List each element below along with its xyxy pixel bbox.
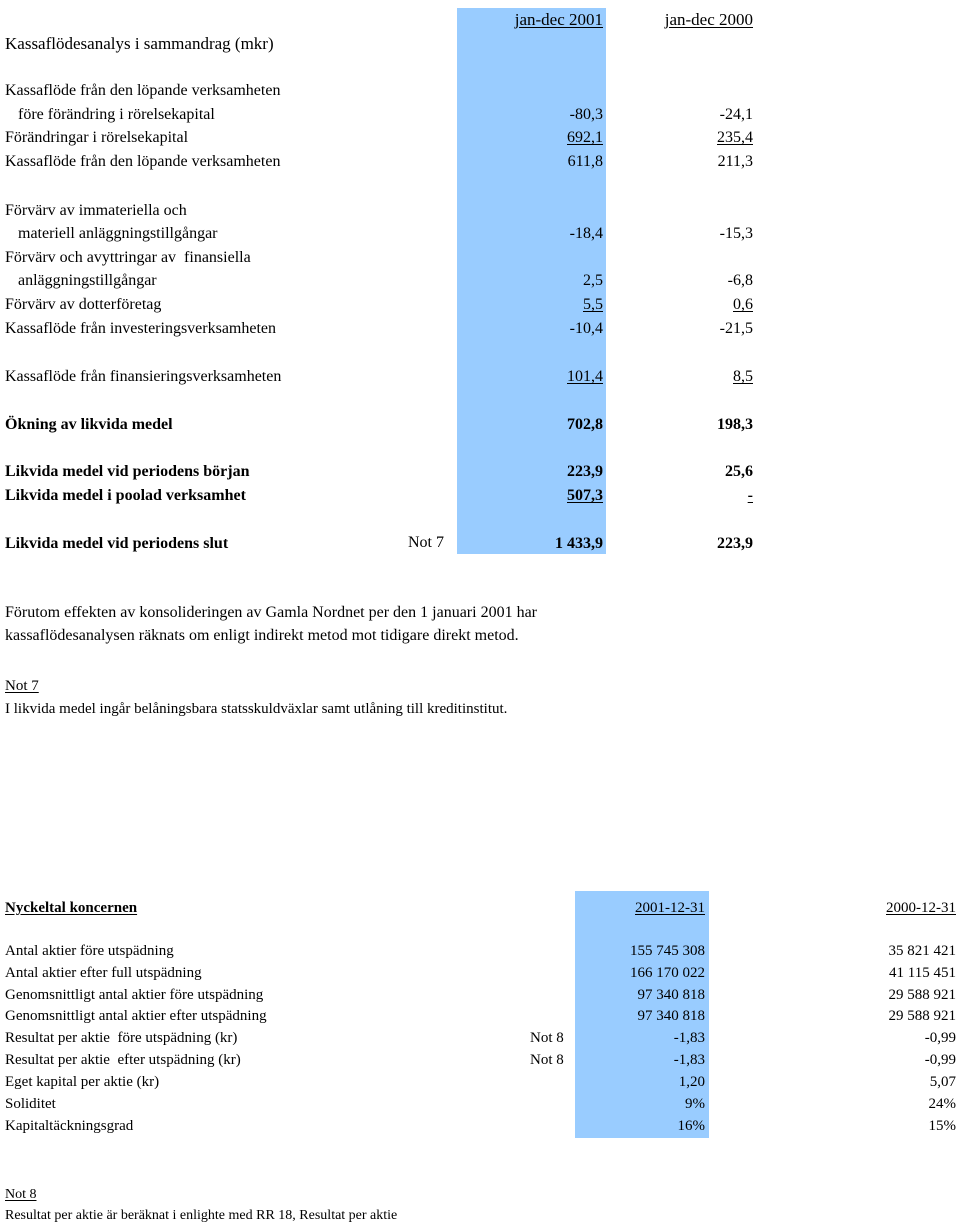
cf-row-label: Likvida medel vid periodens slut <box>5 535 229 552</box>
cf-row-label: Förändringar i rörelsekapital <box>5 129 189 146</box>
cf-row-label: Förvärv och avyttringar av finansiella <box>5 249 251 266</box>
kf-row-value-2001: 97 340 818 <box>637 987 705 1003</box>
cf-row-value-2000: 198,3 <box>717 416 753 433</box>
cf-row-value-2000: -21,5 <box>719 320 753 337</box>
kf-row-value-2001: 166 170 022 <box>630 965 705 981</box>
cf-row-label: Förvärv av immateriella och <box>5 202 187 219</box>
kf-row-value-2000: 35 821 421 <box>888 943 956 959</box>
cashflow-paragraph-line2: kassaflödesanalysen räknats om enligt indirekt metod mot tidigare direkt metod. <box>5 627 519 644</box>
cashflow-col-2000-header: jan-dec 2000 <box>664 10 753 29</box>
cf-row-value-2000: 223,9 <box>717 535 753 552</box>
cf-row-label: Kassaflöde från investeringsverksamheten <box>5 320 277 337</box>
kf-row-value-2000: 29 588 921 <box>888 1008 956 1024</box>
kf-row-value-2001: -1,83 <box>673 1030 705 1046</box>
cf-row-label: anläggningstillgångar <box>18 272 157 289</box>
note7-text: I likvida medel ingår belåningsbara statsskuldväxlar samt utlåning till kreditinstitut. <box>5 701 508 717</box>
kf-row-value-2000: 24% <box>928 1096 956 1112</box>
cf-row-value-2001: 702,8 <box>567 416 603 433</box>
kf-row-value-2000: 41 115 451 <box>889 965 956 981</box>
note8-title: Not 8 <box>5 1187 37 1202</box>
cf-row-label: Kassaflöde från den löpande verksamheten <box>5 153 281 170</box>
kf-row-label: Kapitaltäckningsgrad <box>5 1118 134 1134</box>
kf-row-value-2001: 155 745 308 <box>630 943 705 959</box>
cf-row-value-2001: 1 433,9 <box>555 535 603 552</box>
kf-row-label: Resultat per aktie efter utspädning (kr) <box>5 1052 241 1068</box>
cf-row-value-2000: 8,5 <box>733 368 753 385</box>
kf-row-note: Not 8 <box>530 1030 564 1046</box>
kf-row-value-2001: -1,83 <box>673 1052 705 1068</box>
cf-row-value-2001: 692,1 <box>567 129 603 146</box>
cf-row-label: Likvida medel vid periodens början <box>5 463 250 480</box>
kf-row-value-2000: 29 588 921 <box>888 987 956 1003</box>
keyfigures-col-2001-header: 2001-12-31 <box>635 900 705 916</box>
cf-row-value-2001: -80,3 <box>569 106 603 123</box>
cf-row-label: Kassaflöde från den löpande verksamheten <box>5 82 281 99</box>
cf-row-value-2000: - <box>747 487 753 504</box>
cf-row-value-2000: 25,6 <box>725 463 753 480</box>
cf-row-value-2001: -10,4 <box>569 320 603 337</box>
cf-row-value-2001: 223,9 <box>567 463 603 480</box>
cf-row-note: Not 7 <box>408 534 444 551</box>
kf-row-value-2001: 97 340 818 <box>637 1008 705 1024</box>
cf-row-label: Ökning av likvida medel <box>5 416 173 433</box>
cf-row-value-2000: -24,1 <box>719 106 753 123</box>
cashflow-col-2001-header: jan-dec 2001 <box>514 10 603 29</box>
kf-row-value-2000: 15% <box>928 1118 956 1134</box>
cf-row-label: Likvida medel i poolad verksamhet <box>5 487 246 504</box>
cf-row-value-2001: -18,4 <box>569 225 603 242</box>
cf-row-value-2001: 2,5 <box>583 272 603 289</box>
cf-row-value-2000: -15,3 <box>719 225 753 242</box>
note8-text: Resultat per aktie är beräknat i enlighte med RR 18, Resultat per aktie <box>5 1208 398 1223</box>
kf-row-label: Antal aktier före utspädning <box>5 943 174 959</box>
cf-row-value-2001: 5,5 <box>583 296 603 313</box>
keyfigures-title: Nyckeltal koncernen <box>5 900 138 916</box>
kf-row-value-2000: 5,07 <box>929 1074 956 1090</box>
kf-row-value-2001: 16% <box>677 1118 705 1134</box>
cf-row-value-2000: 235,4 <box>717 129 753 146</box>
cf-row-value-2000: 0,6 <box>733 296 753 313</box>
cf-row-value-2001: 507,3 <box>567 487 603 504</box>
kf-row-label: Resultat per aktie före utspädning (kr) <box>5 1030 238 1046</box>
keyfigures-col-2000-header: 2000-12-31 <box>886 900 956 916</box>
kf-row-label: Eget kapital per aktie (kr) <box>5 1074 160 1090</box>
kf-row-label: Genomsnittligt antal aktier efter utspädning <box>5 1008 267 1024</box>
cf-row-label: före förändring i rörelsekapital <box>18 106 215 123</box>
cashflow-paragraph-line1: Förutom effekten av konsolideringen av Gamla Nordnet per den 1 januari 2001 har <box>5 604 537 621</box>
cf-row-label: Förvärv av dotterföretag <box>5 296 162 313</box>
kf-row-label: Antal aktier efter full utspädning <box>5 965 202 981</box>
kf-row-label: Soliditet <box>5 1096 56 1112</box>
kf-row-value-2001: 1,20 <box>678 1074 705 1090</box>
kf-row-label: Genomsnittligt antal aktier före utspädning <box>5 987 264 1003</box>
cf-row-value-2000: 211,3 <box>717 153 753 170</box>
cf-row-value-2001: 611,8 <box>567 153 603 170</box>
cf-row-label: materiell anläggningstillgångar <box>18 225 218 242</box>
cf-row-value-2001: 101,4 <box>567 368 603 385</box>
cf-row-value-2000: -6,8 <box>727 272 753 289</box>
kf-row-value-2000: -0,99 <box>924 1030 956 1046</box>
note7-title: Not 7 <box>5 678 39 694</box>
cashflow-title: Kassaflödesanalys i sammandrag (mkr) <box>5 34 274 53</box>
kf-row-value-2000: -0,99 <box>924 1052 956 1068</box>
kf-row-note: Not 8 <box>530 1052 564 1068</box>
kf-row-value-2001: 9% <box>685 1096 705 1112</box>
cf-row-label: Kassaflöde från finansieringsverksamheten <box>5 368 282 385</box>
